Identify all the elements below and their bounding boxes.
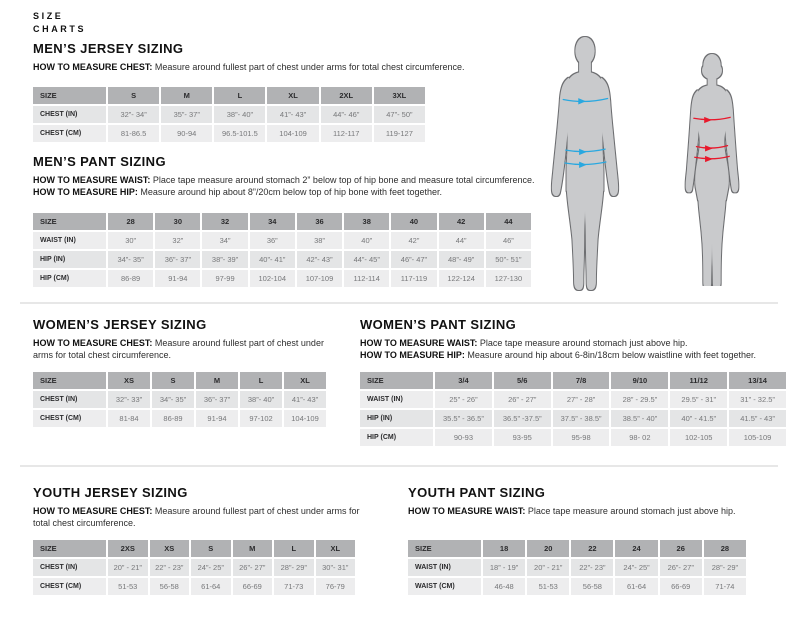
womens-pant-size-table bbox=[358, 370, 788, 448]
section-heading: WOMEN’S PANT SIZING bbox=[360, 317, 517, 332]
row-label-cell: HIP (CM) bbox=[360, 429, 433, 446]
section-heading: MEN’S PANT SIZING bbox=[33, 154, 166, 169]
table-header-row bbox=[33, 213, 531, 230]
table-row bbox=[360, 391, 786, 408]
howto-hip-text: HOW TO MEASURE HIP: Measure around hip about 6-8in/18cm below waistline with feet together. bbox=[360, 349, 757, 360]
female-silhouette-figure bbox=[673, 52, 751, 286]
value-cell: 91-94 bbox=[155, 270, 200, 287]
value-cell: 97-102 bbox=[240, 410, 282, 427]
size-header-cell: SIZE bbox=[408, 540, 481, 557]
value-cell: 38.5” - 40” bbox=[611, 410, 668, 427]
value-cell: 28” - 29.5” bbox=[611, 391, 668, 408]
value-cell: 71-74 bbox=[704, 578, 746, 595]
value-cell: 91-94 bbox=[196, 410, 238, 427]
value-cell: 38”- 39” bbox=[202, 251, 247, 268]
value-cell: 40”- 41” bbox=[250, 251, 295, 268]
column-header-cell: 13/14 bbox=[729, 372, 786, 389]
value-cell: 56-58 bbox=[571, 578, 613, 595]
youth-pant-size-table bbox=[406, 538, 748, 597]
value-cell: 28”- 29” bbox=[704, 559, 746, 576]
value-cell: 36” bbox=[250, 232, 295, 249]
column-header-cell: XS bbox=[150, 540, 190, 557]
value-cell: 40” - 41.5” bbox=[670, 410, 727, 427]
table-header-row bbox=[408, 540, 746, 557]
value-cell: 20” - 21” bbox=[108, 559, 148, 576]
column-header-cell: 2XL bbox=[321, 87, 372, 104]
value-cell: 90-93 bbox=[435, 429, 492, 446]
table-header-row bbox=[33, 372, 326, 389]
table-row bbox=[360, 410, 786, 427]
section-divider bbox=[20, 302, 778, 304]
value-cell: 66-69 bbox=[660, 578, 702, 595]
section-divider bbox=[20, 465, 778, 467]
column-header-cell: L bbox=[274, 540, 314, 557]
value-cell: 41”- 43” bbox=[267, 106, 318, 123]
table-header-row bbox=[33, 87, 425, 104]
value-cell: 61-64 bbox=[615, 578, 657, 595]
table-row bbox=[33, 270, 531, 287]
column-header-cell: 9/10 bbox=[611, 372, 668, 389]
value-cell: 104-109 bbox=[267, 125, 318, 142]
value-cell: 119-127 bbox=[374, 125, 425, 142]
column-header-cell: 2XS bbox=[108, 540, 148, 557]
page-title-line1: SIZE bbox=[33, 11, 64, 21]
value-cell: 35.5” - 36.5” bbox=[435, 410, 492, 427]
row-label-cell: CHEST (CM) bbox=[33, 125, 106, 142]
value-cell: 81-86.5 bbox=[108, 125, 159, 142]
table-header-row bbox=[33, 540, 355, 557]
column-header-cell: 26 bbox=[660, 540, 702, 557]
value-cell: 29.5” - 31” bbox=[670, 391, 727, 408]
column-header-cell: 18 bbox=[483, 540, 525, 557]
value-cell: 44” bbox=[439, 232, 484, 249]
value-cell: 48”- 49” bbox=[439, 251, 484, 268]
table-row bbox=[33, 251, 531, 268]
value-cell: 31” - 32.5” bbox=[729, 391, 786, 408]
value-cell: 71-73 bbox=[274, 578, 314, 595]
section-youth-pant-sizing bbox=[408, 486, 768, 597]
column-header-cell: M bbox=[196, 372, 238, 389]
youth-jersey-size-table bbox=[31, 538, 357, 597]
column-header-cell: 28 bbox=[108, 213, 153, 230]
value-cell: 97-99 bbox=[202, 270, 247, 287]
row-label-cell: CHEST (IN) bbox=[33, 559, 106, 576]
value-cell: 105-109 bbox=[729, 429, 786, 446]
value-cell: 61-64 bbox=[191, 578, 231, 595]
value-cell: 90-94 bbox=[161, 125, 212, 142]
value-cell: 22”- 23” bbox=[571, 559, 613, 576]
row-label-cell: WAIST (IN) bbox=[33, 232, 106, 249]
value-cell: 66-69 bbox=[233, 578, 273, 595]
section-womens-jersey-sizing bbox=[33, 318, 333, 429]
table-row bbox=[408, 578, 746, 595]
column-header-cell: M bbox=[161, 87, 212, 104]
column-header-cell: XL bbox=[316, 540, 356, 557]
value-cell: 34” bbox=[202, 232, 247, 249]
value-cell: 30” bbox=[108, 232, 153, 249]
mens-pant-size-table bbox=[31, 211, 533, 289]
column-header-cell: 22 bbox=[571, 540, 613, 557]
value-cell: 41.5” - 43” bbox=[729, 410, 786, 427]
column-header-cell: XS bbox=[108, 372, 150, 389]
value-cell: 107-109 bbox=[297, 270, 342, 287]
section-mens-pant-sizing bbox=[33, 155, 538, 289]
howto-waist-text: HOW TO MEASURE WAIST: Place tape measure around stomach 2” below top of hip bone and measure total circumference. bbox=[33, 175, 535, 185]
value-cell: 42” bbox=[391, 232, 436, 249]
table-header-row bbox=[360, 372, 786, 389]
mens-jersey-size-table bbox=[31, 85, 427, 144]
column-header-cell: S bbox=[108, 87, 159, 104]
column-header-cell: 28 bbox=[704, 540, 746, 557]
section-heading: MEN’S JERSEY SIZING bbox=[33, 41, 184, 56]
table-row bbox=[33, 125, 425, 142]
table-row bbox=[33, 106, 425, 123]
column-header-cell: L bbox=[240, 372, 282, 389]
value-cell: 51-53 bbox=[527, 578, 569, 595]
female-body-shape bbox=[686, 54, 739, 286]
value-cell: 24”- 25” bbox=[191, 559, 231, 576]
table-row bbox=[408, 559, 746, 576]
value-cell: 51-53 bbox=[108, 578, 148, 595]
value-cell: 26”- 27” bbox=[233, 559, 273, 576]
womens-jersey-size-table bbox=[31, 370, 328, 429]
column-header-cell: L bbox=[214, 87, 265, 104]
column-header-cell: XL bbox=[284, 372, 326, 389]
column-header-cell: 24 bbox=[615, 540, 657, 557]
value-cell: 117-119 bbox=[391, 270, 436, 287]
column-header-cell: 7/8 bbox=[553, 372, 610, 389]
value-cell: 50”- 51” bbox=[486, 251, 531, 268]
column-header-cell: 5/6 bbox=[494, 372, 551, 389]
section-youth-jersey-sizing bbox=[33, 486, 375, 597]
value-cell: 36”- 37” bbox=[155, 251, 200, 268]
value-cell: 46” bbox=[486, 232, 531, 249]
howto-chest-text: HOW TO MEASURE CHEST: Measure around fullest part of chest under arms for total chest circumference. bbox=[33, 506, 360, 528]
column-header-cell: 38 bbox=[344, 213, 389, 230]
section-heading: WOMEN’S JERSEY SIZING bbox=[33, 317, 207, 332]
value-cell: 30”- 31” bbox=[316, 559, 356, 576]
value-cell: 38”- 40” bbox=[214, 106, 265, 123]
value-cell: 36”- 37” bbox=[196, 391, 238, 408]
table-row bbox=[33, 559, 355, 576]
column-header-cell: 32 bbox=[202, 213, 247, 230]
column-header-cell: 3/4 bbox=[435, 372, 492, 389]
table-row bbox=[33, 578, 355, 595]
value-cell: 46-48 bbox=[483, 578, 525, 595]
howto-waist-text: HOW TO MEASURE WAIST: Place tape measure around stomach just above hip. bbox=[360, 338, 688, 348]
section-womens-pant-sizing bbox=[360, 318, 790, 448]
howto-chest-text: HOW TO MEASURE CHEST: Measure around fullest part of chest under arms for total chest circumference. bbox=[33, 338, 324, 360]
table-row bbox=[33, 391, 326, 408]
value-cell: 25” - 26” bbox=[435, 391, 492, 408]
value-cell: 41”- 43” bbox=[284, 391, 326, 408]
value-cell: 36.5” -37.5” bbox=[494, 410, 551, 427]
value-cell: 32”- 33” bbox=[108, 391, 150, 408]
value-cell: 18” - 19” bbox=[483, 559, 525, 576]
column-header-cell: 44 bbox=[486, 213, 531, 230]
value-cell: 34”- 35” bbox=[108, 251, 153, 268]
value-cell: 76-79 bbox=[316, 578, 356, 595]
column-header-cell: 20 bbox=[527, 540, 569, 557]
value-cell: 27” - 28” bbox=[553, 391, 610, 408]
size-header-cell: SIZE bbox=[33, 213, 106, 230]
section-mens-jersey-sizing bbox=[33, 42, 533, 144]
value-cell: 102-104 bbox=[250, 270, 295, 287]
column-header-cell: 11/12 bbox=[670, 372, 727, 389]
table-row bbox=[33, 232, 531, 249]
value-cell: 26” - 27” bbox=[494, 391, 551, 408]
size-header-cell: SIZE bbox=[33, 372, 106, 389]
column-header-cell: 36 bbox=[297, 213, 342, 230]
row-label-cell: WAIST (CM) bbox=[408, 578, 481, 595]
value-cell: 95-98 bbox=[553, 429, 610, 446]
value-cell: 40” bbox=[344, 232, 389, 249]
column-header-cell: S bbox=[152, 372, 194, 389]
section-heading: YOUTH JERSEY SIZING bbox=[33, 485, 188, 500]
row-label-cell: CHEST (CM) bbox=[33, 578, 106, 595]
row-label-cell: CHEST (CM) bbox=[33, 410, 106, 427]
value-cell: 38” bbox=[297, 232, 342, 249]
value-cell: 22” - 23” bbox=[150, 559, 190, 576]
value-cell: 122-124 bbox=[439, 270, 484, 287]
value-cell: 112-117 bbox=[321, 125, 372, 142]
value-cell: 26”- 27” bbox=[660, 559, 702, 576]
size-header-cell: SIZE bbox=[33, 87, 106, 104]
column-header-cell: 30 bbox=[155, 213, 200, 230]
size-header-cell: SIZE bbox=[33, 540, 106, 557]
row-label-cell: WAIST (IN) bbox=[360, 391, 433, 408]
value-cell: 32”- 34” bbox=[108, 106, 159, 123]
value-cell: 56-58 bbox=[150, 578, 190, 595]
value-cell: 37.5” - 38.5” bbox=[553, 410, 610, 427]
value-cell: 127-130 bbox=[486, 270, 531, 287]
value-cell: 20” - 21” bbox=[527, 559, 569, 576]
value-cell: 112-114 bbox=[344, 270, 389, 287]
row-label-cell: WAIST (IN) bbox=[408, 559, 481, 576]
value-cell: 34”- 35” bbox=[152, 391, 194, 408]
value-cell: 86-89 bbox=[108, 270, 153, 287]
row-label-cell: HIP (IN) bbox=[33, 251, 106, 268]
column-header-cell: M bbox=[233, 540, 273, 557]
value-cell: 86-89 bbox=[152, 410, 194, 427]
size-header-cell: SIZE bbox=[360, 372, 433, 389]
column-header-cell: 42 bbox=[439, 213, 484, 230]
howto-hip-text: HOW TO MEASURE HIP: Measure around hip about 8”/20cm below top of hip bone with feet together. bbox=[33, 186, 443, 197]
value-cell: 42”- 43” bbox=[297, 251, 342, 268]
table-row bbox=[360, 429, 786, 446]
male-silhouette-figure bbox=[543, 36, 627, 294]
table-row bbox=[33, 410, 326, 427]
value-cell: 81-84 bbox=[108, 410, 150, 427]
column-header-cell: XL bbox=[267, 87, 318, 104]
value-cell: 38”- 40” bbox=[240, 391, 282, 408]
page-title-line2: CHARTS bbox=[33, 23, 87, 34]
value-cell: 24”- 25” bbox=[615, 559, 657, 576]
row-label-cell: CHEST (IN) bbox=[33, 106, 106, 123]
value-cell: 104-109 bbox=[284, 410, 326, 427]
value-cell: 32” bbox=[155, 232, 200, 249]
value-cell: 96.5-101.5 bbox=[214, 125, 265, 142]
column-header-cell: 40 bbox=[391, 213, 436, 230]
value-cell: 93-95 bbox=[494, 429, 551, 446]
row-label-cell: HIP (IN) bbox=[360, 410, 433, 427]
row-label-cell: HIP (CM) bbox=[33, 270, 106, 287]
value-cell: 44”- 45” bbox=[344, 251, 389, 268]
value-cell: 47”- 50” bbox=[374, 106, 425, 123]
column-header-cell: 3XL bbox=[374, 87, 425, 104]
column-header-cell: 34 bbox=[250, 213, 295, 230]
howto-waist-text: HOW TO MEASURE WAIST: Place tape measure around stomach just above hip. bbox=[408, 506, 736, 516]
value-cell: 46”- 47” bbox=[391, 251, 436, 268]
male-body-shape bbox=[552, 37, 618, 290]
row-label-cell: CHEST (IN) bbox=[33, 391, 106, 408]
section-heading: YOUTH PANT SIZING bbox=[408, 485, 546, 500]
page-title bbox=[33, 10, 86, 35]
value-cell: 102-105 bbox=[670, 429, 727, 446]
value-cell: 44”- 46” bbox=[321, 106, 372, 123]
value-cell: 35”- 37” bbox=[161, 106, 212, 123]
howto-chest-text: HOW TO MEASURE CHEST: Measure around fullest part of chest under arms for total chest circumference. bbox=[33, 62, 465, 72]
column-header-cell: S bbox=[191, 540, 231, 557]
value-cell: 98- 02 bbox=[611, 429, 668, 446]
value-cell: 28”- 29” bbox=[274, 559, 314, 576]
